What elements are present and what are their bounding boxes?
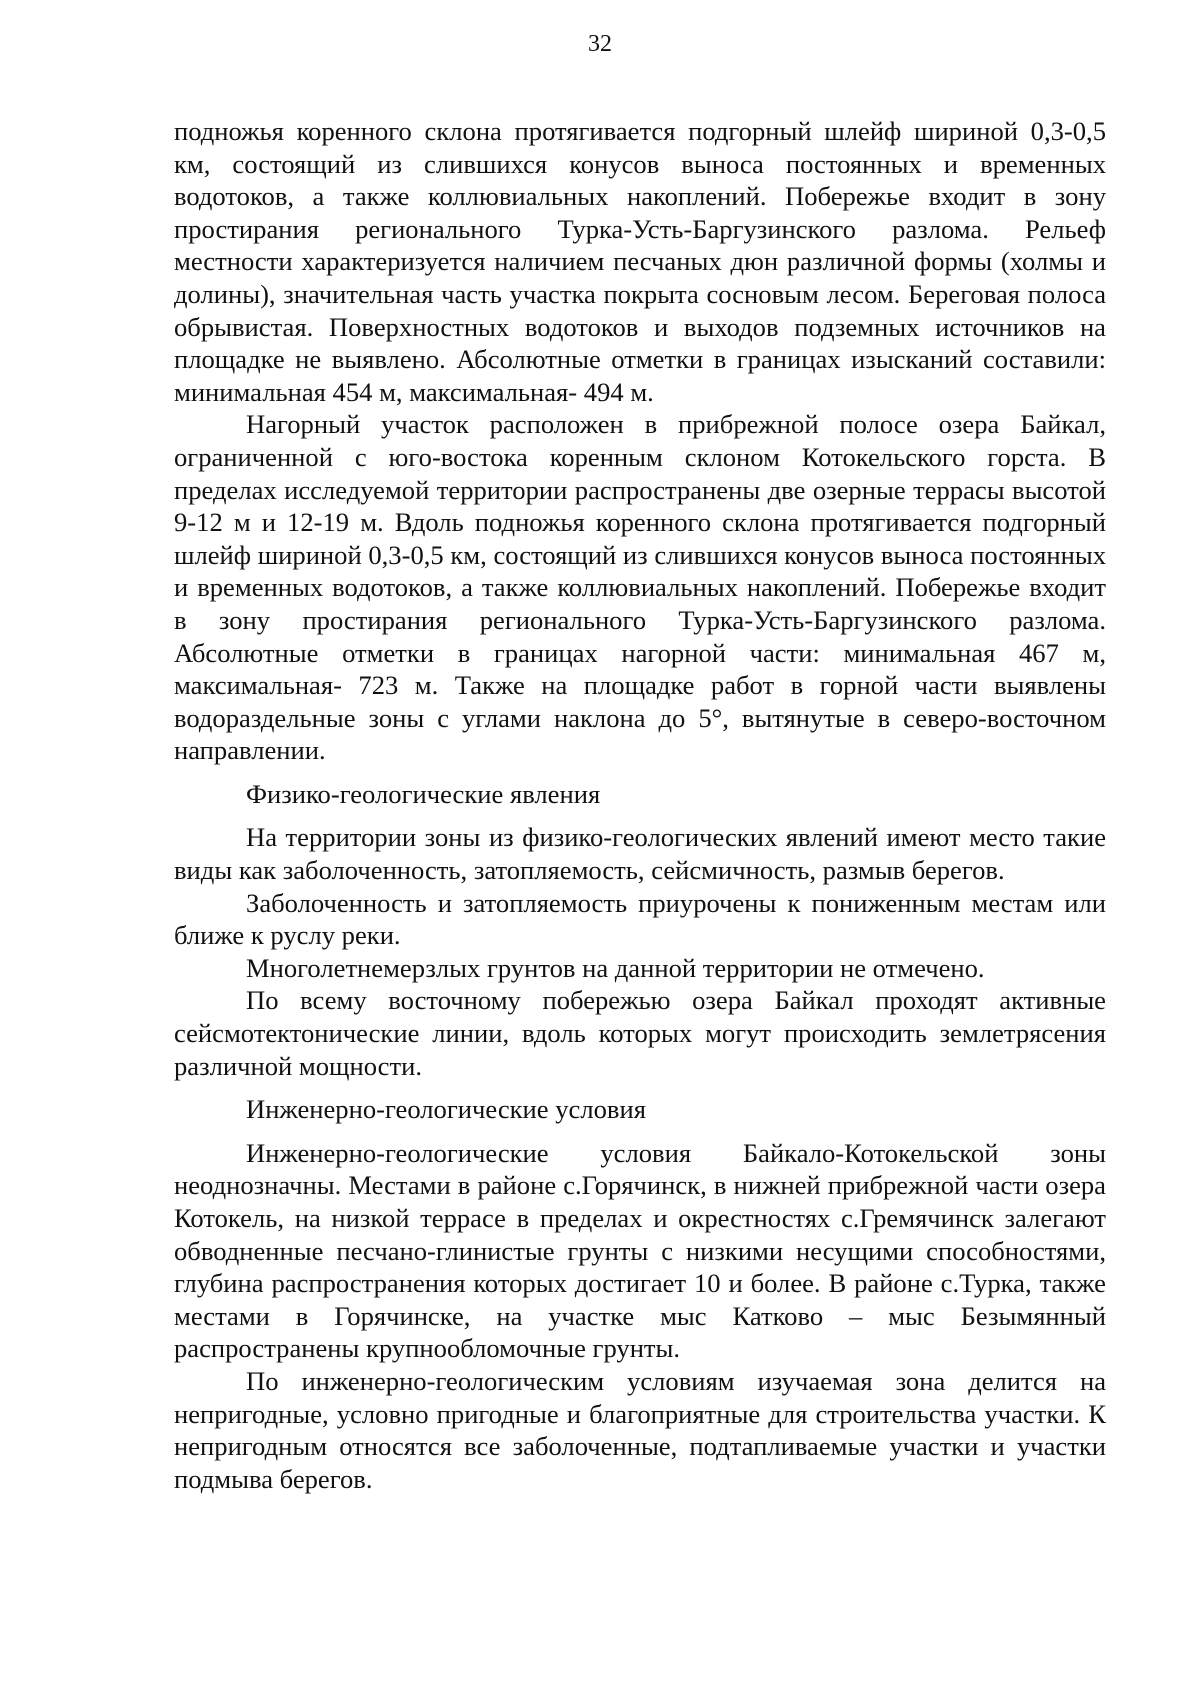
page-number: 32: [588, 31, 612, 57]
paragraph: Инженерно-геологические условия Байкало-Котокельской зоны неоднозначны. Местами в районе с.Горячинск, в нижней прибрежной части озера Котокель, на низкой террасе в пределах и окрестностях с.Гремячинск залегают обводненные песчано-глинистые грунты с низкими несущими способностями, глубина распространения которых достигает 10 и более. В районе с.Турка, также местами в Горячинске, на участке мыс Катково – мыс Безымянный распространены крупнообломочные грунты.: [174, 1137, 1106, 1364]
paragraph: подножья коренного склона протягивается подгорный шлейф шириной 0,3-0,5 км, состоящий из слившихся конусов выноса постоянных и временных водотоков, а также коллювиальных накоплений. Побережье входит в зону простирания регионального Турка-Усть-Баргузинского разлома. Рельеф местности характеризуется наличием песчаных дюн различной формы (холмы и долины), значительная часть участка покрыта сосновым лесом. Береговая полоса обрывистая. Поверхностных водотоков и выходов подземных источников на площадке не выявлено. Абсолютные отметки в границах изысканий составили: минимальная 454 м, максимальная- 494 м.: [174, 116, 1106, 407]
paragraph: Многолетнемерзлых грунтов на данной территории не отмечено.: [246, 952, 985, 983]
paragraph: Заболоченность и затопляемость приурочены к пониженным местам или ближе к руслу реки.: [174, 887, 1106, 951]
section-heading: Физико-геологические явления: [246, 778, 601, 809]
paragraph: По всему восточному побережью озера Байкал проходят активные сейсмотектонические линии, вдоль которых могут происходить землетрясения различной мощности.: [174, 985, 1106, 1081]
paragraph: По инженерно-геологическим условиям изучаемая зона делится на непригодные, условно пригодные и благоприятные для строительства участки. К непригодным относятся все заболоченные, подтапливаемые участки и участки подмыва берегов.: [174, 1365, 1106, 1494]
paragraph: На территории зоны из физико-геологических явлений имеют место такие виды как заболоченность, затопляемость, сейсмичность, размыв берегов.: [174, 822, 1106, 886]
paragraph: Нагорный участок расположен в прибрежной полосе озера Байкал, ограниченной с юго-востока коренным склоном Котокельского горста. В пределах исследуемой территории распространены две озерные террасы высотой 9-12 м и 12-19 м. Вдоль подножья коренного склона протягивается подгорный шлейф шириной 0,3-0,5 км, состоящий из слившихся конусов выноса постоянных и временных водотоков, а также коллювиальных накоплений. Побережье входит в зону простирания регионального Турка-Усть-Баргузинского разлома. Абсолютные отметки в границах нагорной части: минимальная 467 м, максимальная- 723 м. Также на площадке работ в горной части выявлены водораздельные зоны с углами наклона до 5°, вытянутые в северо-восточном направлении.: [174, 409, 1106, 766]
document-body: [174, 115, 1106, 1495]
section-heading: Инженерно-геологические условия: [246, 1094, 646, 1125]
